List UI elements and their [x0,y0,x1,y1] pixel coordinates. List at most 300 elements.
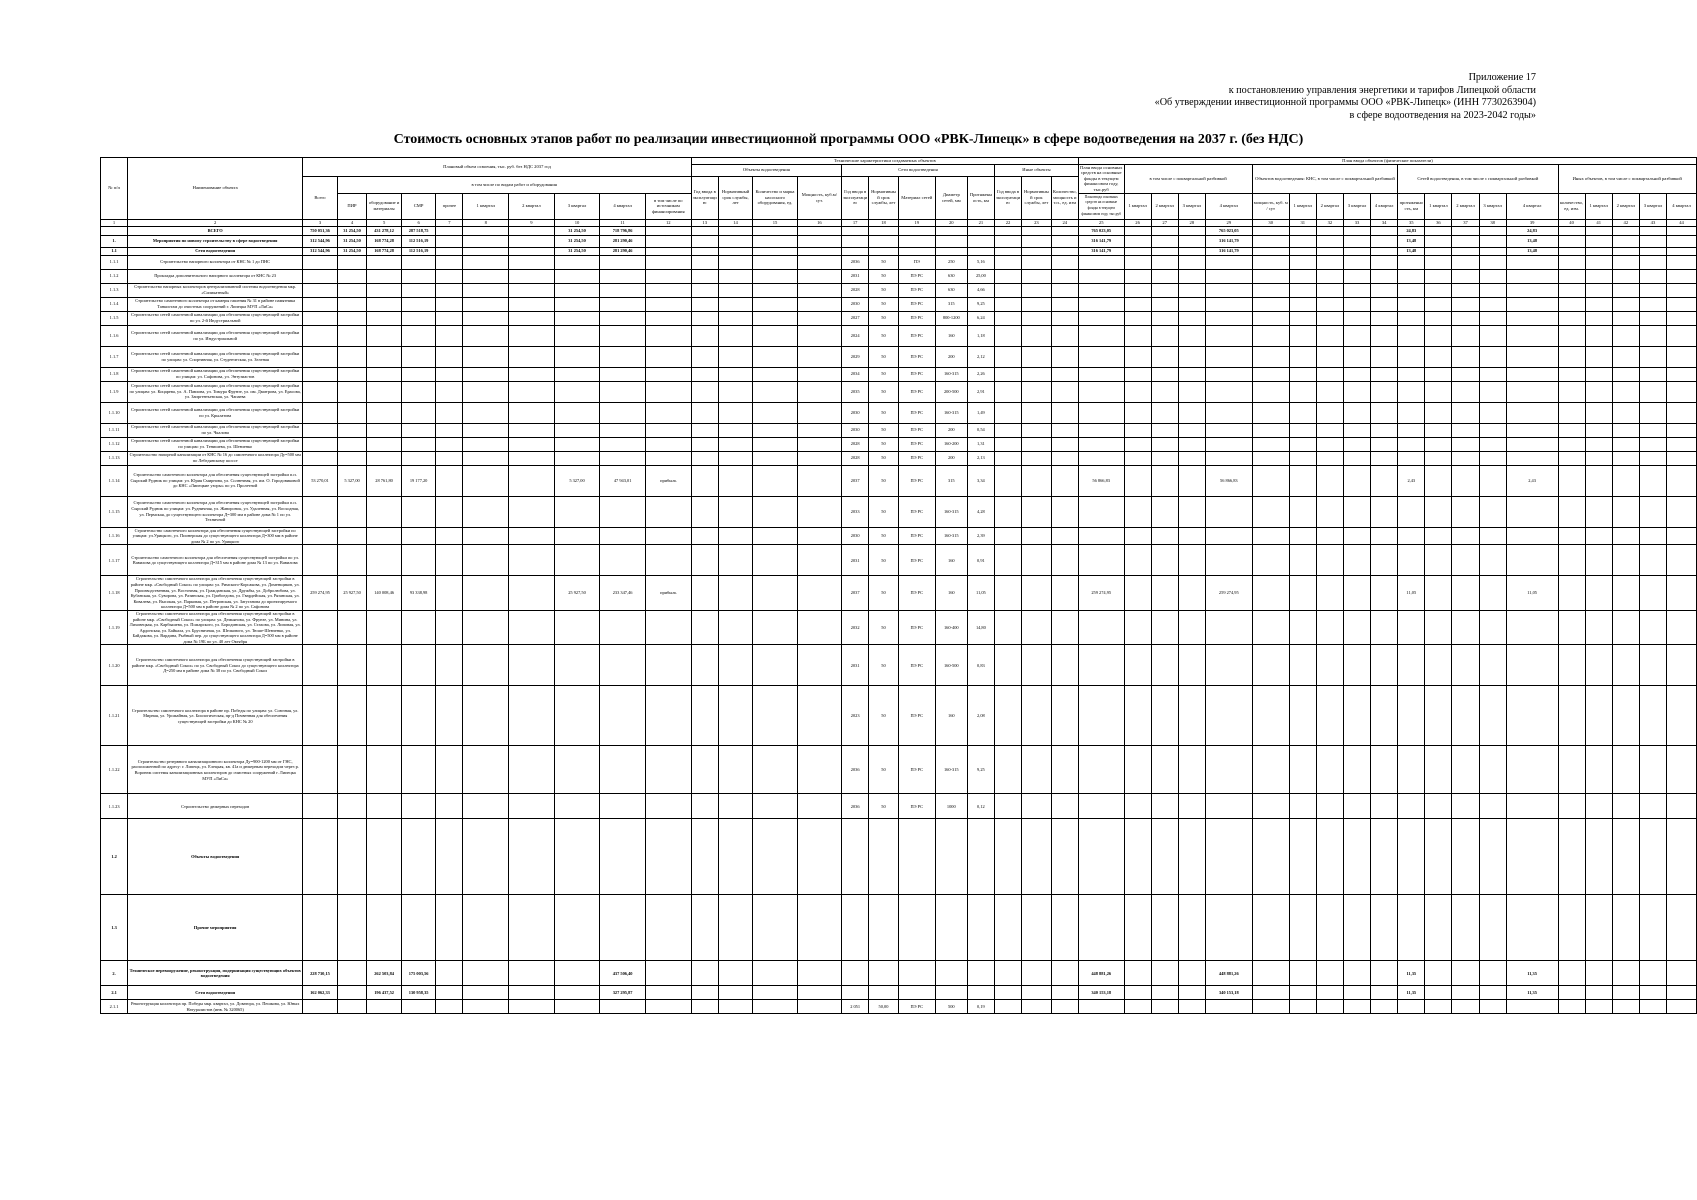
cell-tq [1051,1000,1078,1014]
cell-t4 [1667,819,1697,895]
cell-tq [1051,235,1078,247]
cell-mat: ПЭ РС [898,794,935,819]
cell-t2 [1612,576,1639,611]
row-number: 1.2 [101,819,128,895]
cell-y: 2028 [842,451,869,465]
cell-t2 [1612,346,1639,367]
cell-len3 [1479,496,1506,527]
cell-t1 [1585,465,1612,496]
cell-ol [718,819,753,895]
cell-oc [797,297,841,311]
cell-c4 [1371,283,1398,297]
cell-q1 [463,986,509,1000]
cell-mat [898,226,935,235]
cell-c2 [1316,311,1343,325]
cell-q1 [463,346,509,367]
cell-obor [367,437,402,451]
cell-q3: 31 254,50 [554,226,600,235]
oth-life-header: Нормативный срок службы, лет [1022,176,1052,219]
cell-q3 [554,961,600,986]
cell-l: 1,31 [967,437,994,451]
cell-len_t [1398,527,1425,545]
cell-oe [753,381,797,402]
cell-vsego [303,423,338,437]
cell-len2 [1452,402,1479,423]
cell-other [436,527,463,545]
cell-ty [994,645,1021,686]
cell-t1 [1585,451,1612,465]
cell-c4 [1371,610,1398,645]
column-number: 25 [1078,219,1124,226]
table-row [101,367,1697,381]
cell-other [436,269,463,283]
cell-smr [401,746,436,794]
cell-of2 [1151,496,1178,527]
cell-l [967,247,994,255]
cell-smr: 130 958,35 [401,986,436,1000]
object-name: Строительство самотечного коллектора для обеспечения существующей застройки в районе мкр. «Свободный Сокол» по ул. Свободный Сокол до существующего коллектора Д=250 мм в районе дома № 38 по ул. Свободный Сокол [128,645,303,686]
cell-q3 [554,402,600,423]
cell-obor: 262 503,84 [367,961,402,986]
cell-len3 [1479,1000,1506,1014]
cell-t1 [1585,226,1612,235]
cell-ol [718,423,753,437]
cell-obor [367,451,402,465]
cell-ol [718,297,753,311]
document-header [1155,72,1536,122]
cell-src [645,311,691,325]
cell-of3 [1178,895,1205,961]
cell-of4: 316 141,79 [1205,247,1252,255]
row-number: 1.1.12 [101,437,128,451]
cell-tl [1022,367,1052,381]
cell-l: 2,13 [967,451,994,465]
cell-oy [691,423,718,437]
cell-of2 [1151,746,1178,794]
row-number: 1.1.22 [101,746,128,794]
cell-pir [337,1000,367,1014]
cell-pir [337,496,367,527]
cell-len2 [1452,1000,1479,1014]
cell-of3 [1178,367,1205,381]
cell-obor [367,367,402,381]
cell-vsego [303,437,338,451]
cell-of4 [1205,794,1252,819]
cell-len_t: 2,43 [1398,465,1425,496]
cell-mat: ПЭ РС [898,437,935,451]
cell-of4 [1205,269,1252,283]
cell-d: 315 [935,465,967,496]
cell-t4 [1667,895,1697,961]
cell-t3 [1639,297,1666,311]
cell-of [1078,346,1124,367]
cell-vsego [303,895,338,961]
table-header [101,158,1697,227]
cell-l: 2,08 [967,686,994,746]
cell-len3 [1479,527,1506,545]
cell-c4 [1371,961,1398,986]
cell-oy [691,247,718,255]
cell-d: 200 [935,346,967,367]
cell-smr [401,423,436,437]
cell-oy [691,1000,718,1014]
cell-len2 [1452,686,1479,746]
cell-q1 [463,496,509,527]
cell-q2 [509,527,555,545]
cell-of [1078,402,1124,423]
cell-of2 [1151,645,1178,686]
table-row [101,545,1697,576]
cell-cap [1252,255,1289,269]
cell-y: 2027 [842,311,869,325]
cell-len4 [1506,255,1558,269]
cell-q3 [554,381,600,402]
cell-ty [994,961,1021,986]
table-row [101,645,1697,686]
cell-of2 [1151,381,1178,402]
cell-vsego [303,297,338,311]
cell-q4 [600,819,646,895]
cell-qt [1558,283,1585,297]
cell-tq [1051,527,1078,545]
cell-len2 [1452,986,1479,1000]
fa-q3-header: 3 квартал [1178,193,1205,219]
resolution-scope: в сфере водоотведения на 2023-2042 годы» [1349,109,1536,121]
cell-pir: 31 254,50 [337,247,367,255]
cell-t1 [1585,545,1612,576]
cell-smr [401,283,436,297]
cell-src [645,451,691,465]
cell-of [1078,283,1124,297]
cell-q2 [509,235,555,247]
cell-oy [691,576,718,611]
cell-c2 [1316,297,1343,311]
cell-t1 [1585,895,1612,961]
cell-t4 [1667,297,1697,311]
cell-oc [797,269,841,283]
cell-smr [401,645,436,686]
cell-c1 [1289,297,1316,311]
cell-of3 [1178,235,1205,247]
cell-d [935,986,967,1000]
cell-d: 160-315 [935,367,967,381]
cell-q2 [509,311,555,325]
cell-d: 160-315 [935,402,967,423]
cell-qt [1558,610,1585,645]
cell-len2 [1452,645,1479,686]
cell-cap [1252,235,1289,247]
column-number: 28 [1178,219,1205,226]
cell-c2 [1316,986,1343,1000]
cell-oe [753,226,797,235]
cell-src [645,819,691,895]
cell-ty [994,247,1021,255]
cell-t3 [1639,367,1666,381]
cell-t2 [1612,794,1639,819]
cell-d: 160-315 [935,746,967,794]
cell-pir [337,311,367,325]
cell-ty [994,311,1021,325]
column-number: 29 [1205,219,1252,226]
cell-c4 [1371,235,1398,247]
cell-other [436,961,463,986]
cell-t3 [1639,686,1666,746]
cell-cap [1252,610,1289,645]
cell-obor [367,269,402,283]
cell-smr: 112 516,19 [401,247,436,255]
cell-c2 [1316,255,1343,269]
cell-of [1078,645,1124,686]
cell-qt [1558,235,1585,247]
cell-t4 [1667,269,1697,283]
cell-pir [337,819,367,895]
cell-y: 2030 [842,527,869,545]
cell-y [842,235,869,247]
cell-of4 [1205,1000,1252,1014]
cell-y: 2033 [842,496,869,527]
cell-ty [994,283,1021,297]
cell-pir [337,545,367,576]
cell-oc [797,423,841,437]
column-number: 36 [1425,219,1452,226]
cell-other [436,576,463,611]
cell-qt [1558,325,1585,346]
cell-tq [1051,746,1078,794]
cell-c2 [1316,346,1343,367]
cell-q4: 437 506,40 [600,961,646,986]
cell-mat: ПЭ РС [898,527,935,545]
cell-len1 [1425,235,1452,247]
cell-len4 [1506,545,1558,576]
cell-obor [367,819,402,895]
smr-header: СМР [401,193,436,219]
cell-pir [337,746,367,794]
cell-d: 160 [935,325,967,346]
cell-ty [994,1000,1021,1014]
cell-len1 [1425,545,1452,576]
row-number: 1.1.4 [101,297,128,311]
cell-len2 [1452,819,1479,895]
cell-y: 2030 [842,402,869,423]
cell-len_t: 11,35 [1398,961,1425,986]
other-header: прочее [436,193,463,219]
cell-mat: ПЭ РС [898,496,935,527]
cell-c2 [1316,1000,1343,1014]
cell-c1 [1289,961,1316,986]
cell-len1 [1425,367,1452,381]
cell-sl: 50 [869,451,899,465]
cell-c1 [1289,346,1316,367]
cell-len_t [1398,794,1425,819]
cell-c3 [1343,283,1370,297]
cell-len_t: 11,35 [1398,986,1425,1000]
cell-len1 [1425,226,1452,235]
object-name: Строительство дюкерных переходов [128,794,303,819]
cell-q4 [600,325,646,346]
cell-q2 [509,297,555,311]
cell-len2 [1452,961,1479,986]
cell-qt [1558,437,1585,451]
cell-sl: 50 [869,686,899,746]
cell-src [645,255,691,269]
oth-qty-header: Количество, мощность и т.п., ед. изм [1051,176,1078,219]
cell-t3 [1639,437,1666,451]
row-number: 1.1.10 [101,402,128,423]
cell-of4 [1205,325,1252,346]
cell-cap [1252,325,1289,346]
cell-of [1078,269,1124,283]
row-number: 1.1.9 [101,381,128,402]
cell-obor [367,527,402,545]
cell-len2 [1452,527,1479,545]
cell-len1 [1425,527,1452,545]
cell-of4: 340 153,18 [1205,986,1252,1000]
cell-src [645,283,691,297]
cell-t2 [1612,451,1639,465]
cell-ty [994,545,1021,576]
kns-quarterly-header: Объектов водоотведения: КНС, в том числе с поквартальной разбивкой [1252,164,1397,193]
cell-len4 [1506,496,1558,527]
cell-q1 [463,402,509,423]
cell-vsego [303,1000,338,1014]
column-number: 19 [898,219,935,226]
cell-c1 [1289,283,1316,297]
cell-src [645,226,691,235]
cell-of [1078,819,1124,895]
cell-other [436,545,463,576]
object-name: Строительство сетей самотечной канализации для обеспечения существующей застройки по ул. Крылатова [128,402,303,423]
cell-vsego: 750 051,36 [303,226,338,235]
cell-sl: 50 [869,381,899,402]
cell-smr [401,255,436,269]
cell-tl [1022,645,1052,686]
table-total-row [101,986,1697,1000]
cell-tq [1051,465,1078,496]
cell-tl [1022,269,1052,283]
cell-q1 [463,311,509,325]
cell-len_t [1398,367,1425,381]
oth-q2-header: 2 квартал [1612,193,1639,219]
cell-c1 [1289,819,1316,895]
cell-cap [1252,423,1289,437]
cell-src [645,437,691,451]
cell-obor: 431 278,12 [367,226,402,235]
cell-oe [753,367,797,381]
cell-len_t [1398,402,1425,423]
cell-q2 [509,423,555,437]
cell-len1 [1425,437,1452,451]
cell-t2 [1612,496,1639,527]
cell-t2 [1612,297,1639,311]
cell-cap [1252,496,1289,527]
cell-len1 [1425,794,1452,819]
cell-c4 [1371,576,1398,611]
cell-t4 [1667,402,1697,423]
cell-len3 [1479,367,1506,381]
cell-src [645,961,691,986]
cell-smr [401,367,436,381]
cell-oc [797,255,841,269]
cell-oc [797,235,841,247]
cell-qt [1558,297,1585,311]
cell-of [1078,1000,1124,1014]
cell-tl [1022,346,1052,367]
object-name: Строительство самотечного коллектора для обеспечения существующей застройки п.п. Сырский Рудник по улицам: ул. Юрия Смирнова, ул. Солнечная, ул. им. О. Городовиковой до КНС «Липецкие узоры» по ул. Пролетной [128,465,303,496]
cell-l: 1,18 [967,325,994,346]
cell-sl [869,819,899,895]
cell-t1 [1585,235,1612,247]
cell-obor [367,645,402,686]
column-number-row [101,219,1697,226]
cell-t1 [1585,986,1612,1000]
table-row [101,794,1697,819]
object-name: Объекты водоотведения [128,819,303,895]
cell-of2 [1151,226,1178,235]
cell-of3 [1178,961,1205,986]
cell-of2 [1151,819,1178,895]
cell-qt [1558,986,1585,1000]
table-body [101,226,1697,1014]
object-name: Строительство резервного канализационного коллектора Ду=900-1200 мм от ГНС, расположенной по адресу: г. Липецк, ул. Елецкая, кв. 41а и дюкерным переходом через р. Воронеж системы канализационных коллекторов до очистных сооружений г. Липецка МУП «ЛиСа» [128,746,303,794]
obj-life-header: Нормативный срок службы, лет [718,176,753,219]
cell-q4 [600,297,646,311]
column-number: 12 [645,219,691,226]
cell-cap [1252,527,1289,545]
cell-ty [994,367,1021,381]
cell-l: 1,49 [967,402,994,423]
cell-of4 [1205,297,1252,311]
cell-oe [753,686,797,746]
cell-t3 [1639,451,1666,465]
cell-len_t: 11,05 [1398,576,1425,611]
cell-oy [691,686,718,746]
cell-len3 [1479,423,1506,437]
cell-t4 [1667,794,1697,819]
column-number: 31 [1289,219,1316,226]
cell-sl: 50 [869,576,899,611]
cell-oe [753,346,797,367]
cell-l: 3,34 [967,465,994,496]
cell-q3 [554,496,600,527]
cell-of3 [1178,451,1205,465]
cell-c2 [1316,545,1343,576]
cell-q4 [600,1000,646,1014]
cell-other [436,423,463,437]
cell-len_t [1398,819,1425,895]
cell-c1 [1289,255,1316,269]
q3-header: 3 квартал [554,193,600,219]
cell-obor [367,746,402,794]
cell-l: 11,05 [967,576,994,611]
cell-tl [1022,423,1052,437]
cell-len3 [1479,451,1506,465]
cell-len3 [1479,895,1506,961]
cell-len_t [1398,686,1425,746]
cell-qt [1558,451,1585,465]
cell-obor [367,255,402,269]
net-q3-header: 3 квартал [1479,193,1506,219]
table-row [101,437,1697,451]
cell-len2 [1452,465,1479,496]
row-number: 1.1.3 [101,283,128,297]
cell-t4 [1667,527,1697,545]
cell-c3 [1343,235,1370,247]
object-name: Строительство самотечного коллектора для обеспечения существующей застройки в районе мкр. «Свободный Сокол» по улицам: ул. Римского-Корсакова, ул. Доменщиков, ул. Производственная, ул. Восточная, ул. Гражданская, ул. Дружбы, ул. Добролюбова, ул. Кубанская, ул. Суворова, ул. Разинская, ул. Грибоедова, ул. Гвардейская, ул. Рязанская, ул. Ковалева, ул. Высокая, ул. Парковая, ул. Петровская, ул. Затуганова до проектируемого коллектора Д=500 мм в районе дома № 2 по ул. Сафонова [128,576,303,611]
cell-t3 [1639,402,1666,423]
cell-other [436,451,463,465]
cell-of4: 316 141,79 [1205,235,1252,247]
cell-len1 [1425,645,1452,686]
